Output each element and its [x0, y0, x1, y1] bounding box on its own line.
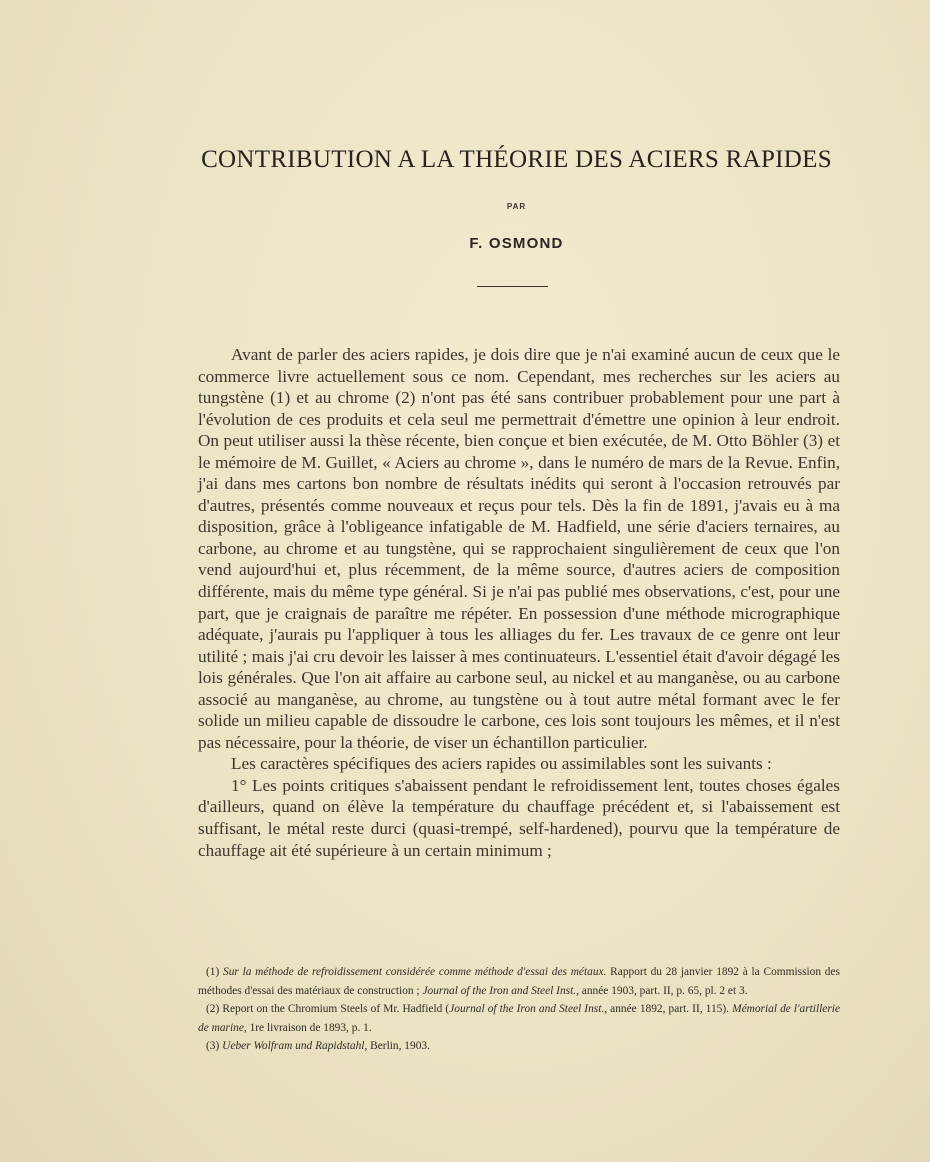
footnote-marker: (3): [206, 1040, 220, 1053]
footnote-italic: Mémorial de l'artillerie de marine: [198, 1003, 841, 1034]
paragraph-characters: Les caractères spécifiques des aciers rapides ou assimilables sont les suivants :: [231, 754, 772, 774]
footnote-text: , année 1892, part. II, 115).: [604, 1003, 733, 1016]
paragraph-point-1: 1° Les points critiques s'abaissent pendant le refroidissement lent, toutes choses égales d'ailleurs, quand on élève la température du chauffage précédent et, si l'abaissement est suffisant, le métal reste durci (quasi-trempé, self-hardened), pourvu que la température de chauffage ait été supérieure à un certain minimum ;: [198, 775, 840, 860]
footnote-text: , Berlin, 1903.: [364, 1040, 430, 1053]
footnote-italic: Journal of the Iron and Steel Inst.: [449, 1003, 605, 1016]
paragraph-intro: Avant de parler des aciers rapides, je dois dire que je n'ai examiné aucun de ceux que le commerce livre actuellement sous ce nom. Cependant, mes recherches sur les aciers au tungstène (1) et au chrome (2) n'ont pas été sans contribuer probablement pour une part à l'évolution de ces produits et cela seul me permettrait d'émettre une opinion à leur endroit. On peut utiliser aussi la thèse récente, bien conçue et bien exécutée, de M. Otto Böhler (3) et le mémoire de M. Guillet, « Aciers au chrome », dans le numéro de mars de la Revue. Enfin, j'ai dans mes cartons bon nombre de résultats inédits qui seront à l'occasion retrouvés par d'autres, présentés comme nouveaux et reçus pour tels. Dès la fin de 1891, j'avais eu à ma disposition, grâce à l'obligeance infatigable de M. Hadfield, une série d'aciers ternaires, au carbone, au chrome et au tungstène, qui se rapprochaient singulièrement de ceux que l'on vend aujourd'hui et, plus récemment, de la même source, d'autres aciers de composition différente, mais du même type général. Si je n'ai pas publié mes observations, c'est, pour une part, que je craignais de paraître me répéter. En possession d'une méthode micrographique adéquate, j'aurais pu l'appliquer à tous les alliages du fer. Les travaux de ce genre ont leur utilité ; mais j'ai cru devoir les laisser à mes continuateurs. L'essentiel était d'avoir dégagé les lois générales. Que l'on ait affaire au carbone seul, au nickel et au manganèse, ou au carbone associé au manganèse, au chrome, au tungstène ou à tout autre métal formant avec le fer solide un milieu capable de dissoudre le carbone, ces lois sont toujours les mêmes, et il n'est pas nécessaire, pour la théorie, de viser un échantillon particulier.: [198, 345, 840, 752]
footnote-2: [198, 1000, 840, 1037]
footnote-text: , 1re livraison de 1893, p. 1.: [243, 1021, 372, 1034]
footnote-italic: Ueber Wolfram und Rapidstahl: [222, 1040, 365, 1053]
article-body: [198, 344, 840, 861]
footnote-marker: (1): [206, 966, 220, 978]
footnote-text: Rapport du 28 janvier 1892 à la Commission des méthodes d'essai des matériaux de construction ;: [198, 966, 840, 997]
footnote-3: [198, 1037, 840, 1056]
byline-par: PAR: [506, 202, 527, 211]
footnote-marker: (2): [206, 1003, 220, 1016]
footnote-italic: Journal of the Iron and Steel Inst.: [422, 984, 577, 997]
author-name: F. OSMOND: [469, 235, 564, 252]
footnote-1: [198, 963, 840, 1000]
footnote-text: Report on the Chromium Steels of Mr. Hadfield (: [219, 1003, 450, 1016]
footnotes: [198, 963, 840, 1056]
title-divider: [477, 286, 548, 287]
footnote-italic: Sur la méthode de refroidissement considérée comme méthode d'essai des métaux.: [223, 966, 607, 978]
article-title: CONTRIBUTION A LA THÉORIE DES ACIERS RAPIDES: [201, 146, 832, 173]
footnote-text: , année 1903, part. II, p. 65, pl. 2 et 3.: [576, 984, 748, 997]
